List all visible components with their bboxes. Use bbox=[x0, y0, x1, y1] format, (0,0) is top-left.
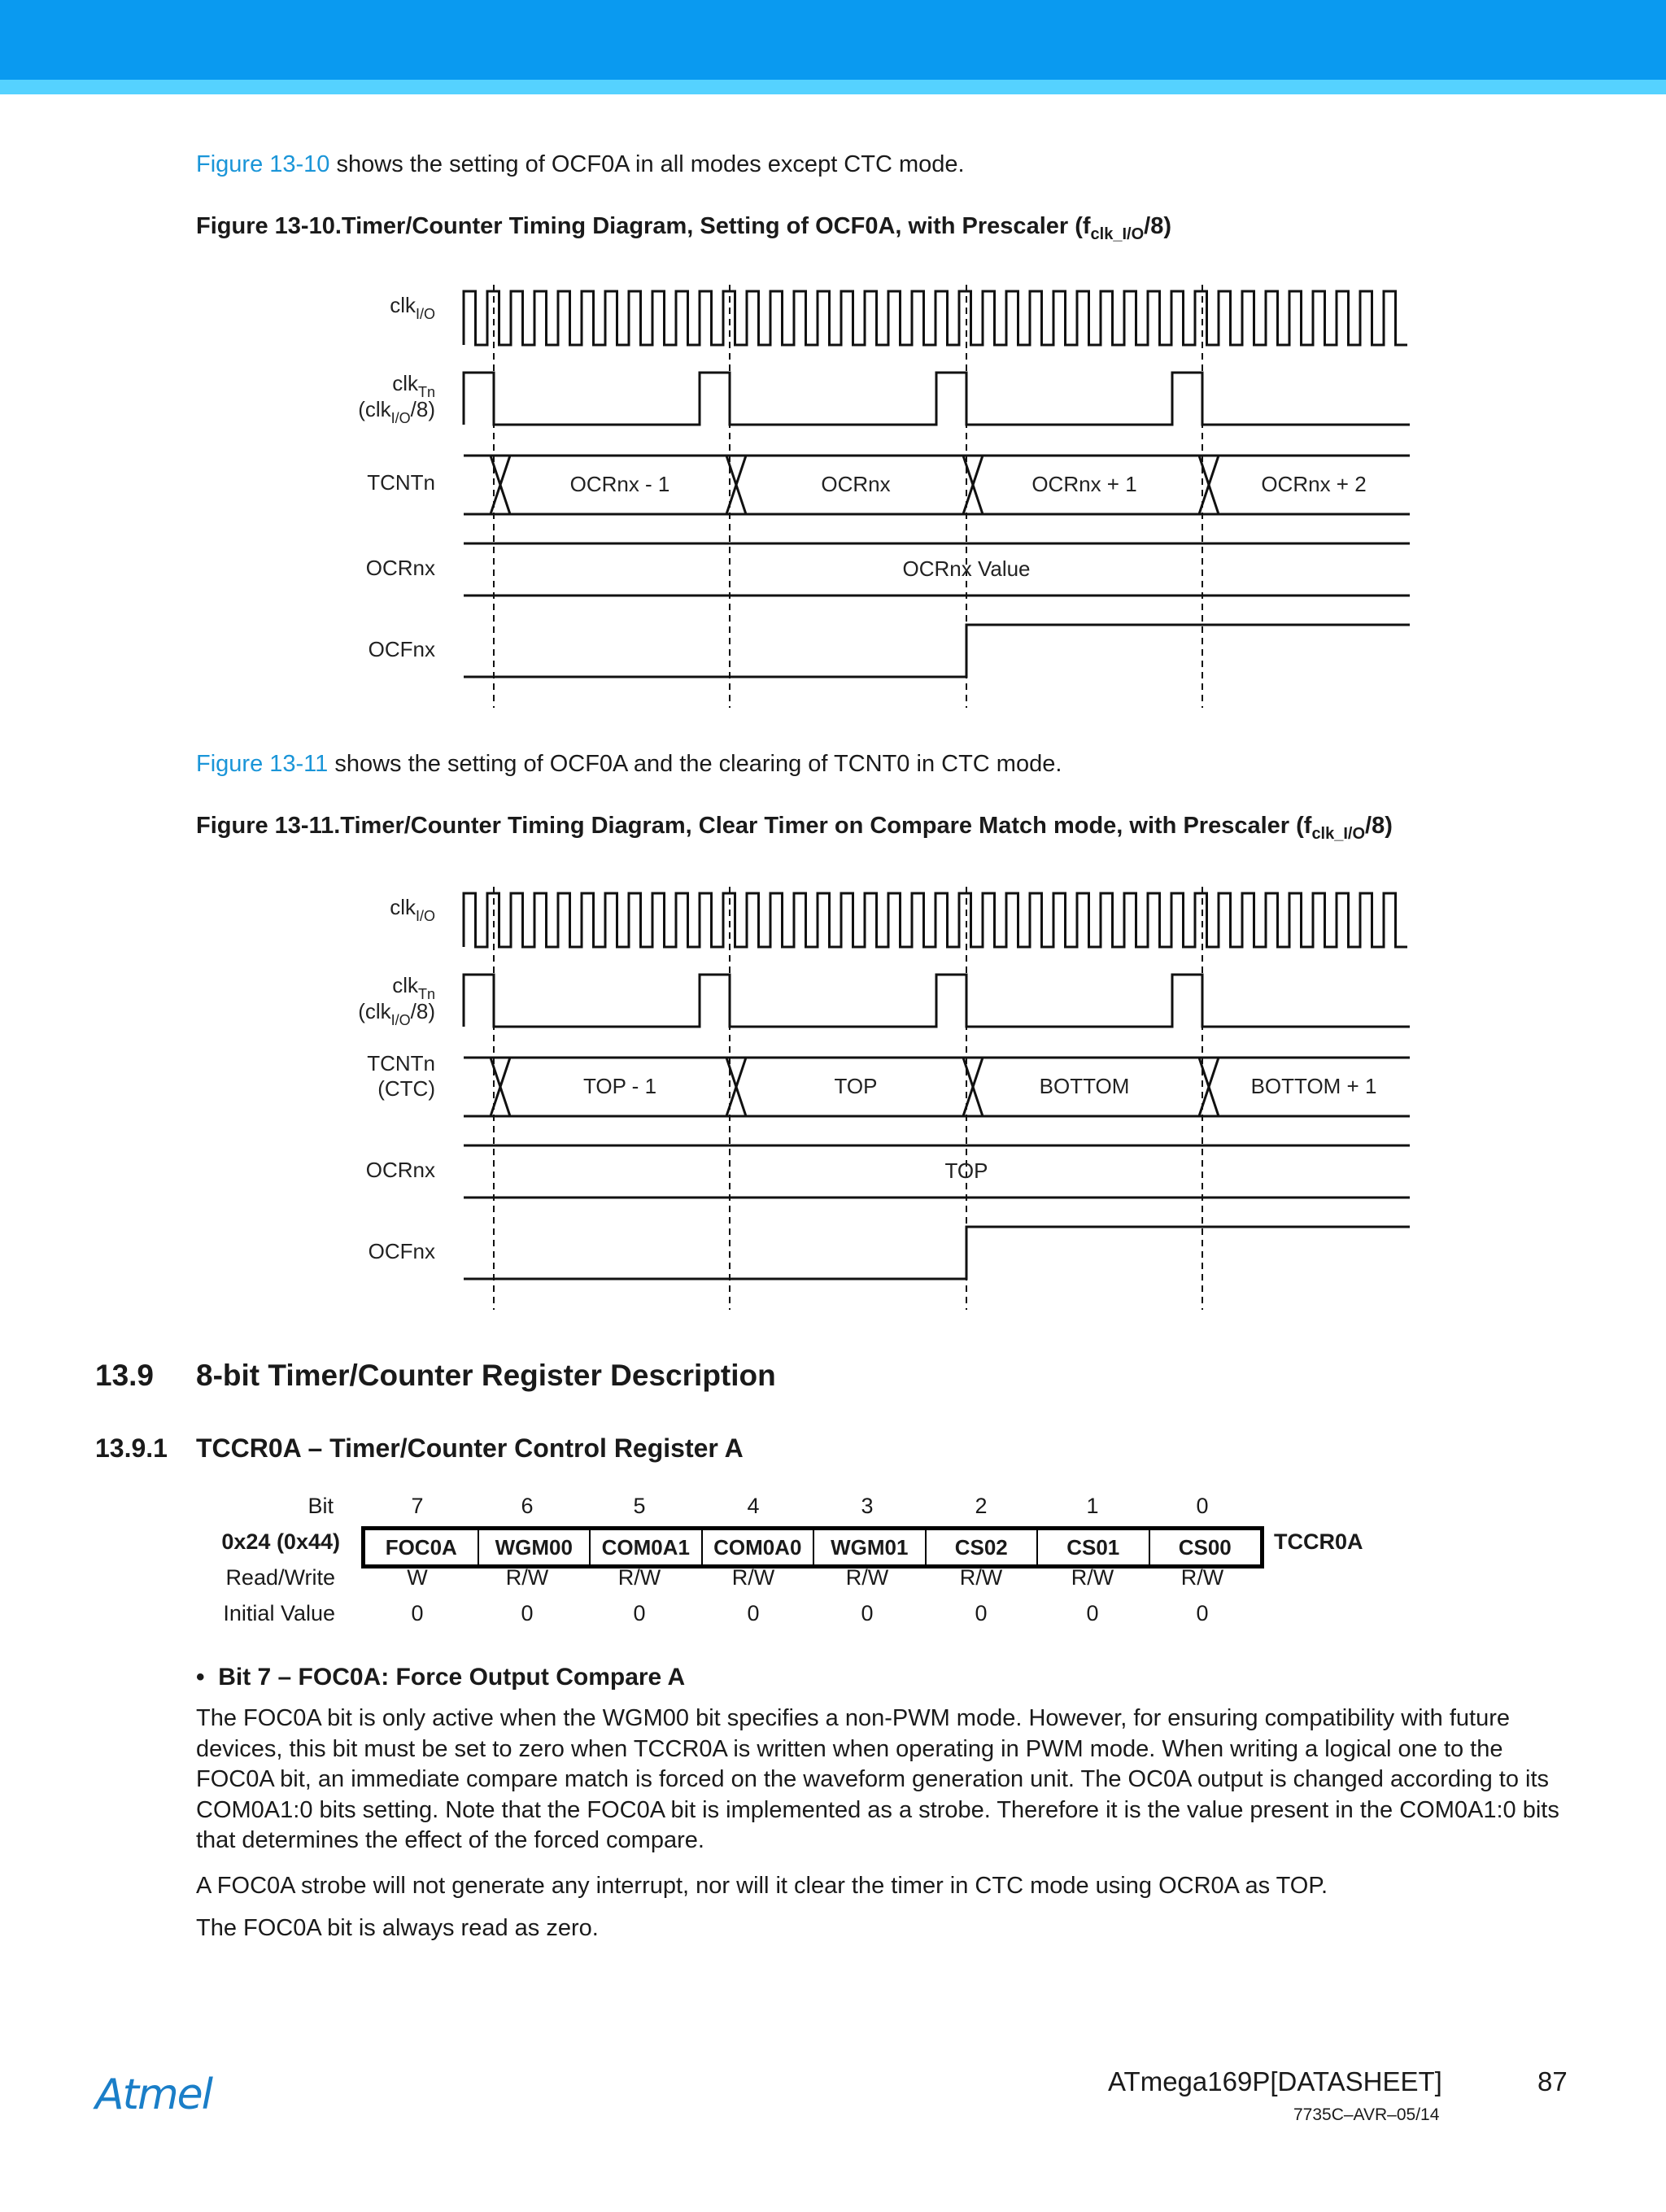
clk-io-wave bbox=[464, 893, 1407, 947]
clk-io-wave bbox=[464, 291, 1407, 345]
register-bit-3: 4 bbox=[747, 1494, 760, 1518]
label-tcnt-ctc: (CTC) bbox=[377, 1076, 435, 1101]
register-init-label: Initial Value bbox=[223, 1601, 335, 1625]
header-bar-accent bbox=[0, 80, 1666, 94]
register-bit-6: 1 bbox=[1086, 1494, 1099, 1518]
bullet-icon: • bbox=[196, 1664, 205, 1691]
tcnt-value-0: TOP - 1 bbox=[582, 1074, 657, 1098]
register-bit-1: 6 bbox=[521, 1494, 534, 1518]
figure-13-10-caption: Figure 13-10.Timer/Counter Timing Diagram, Setting of OCF0A, with Prescaler $(f_{clk\_I/O}/8)$ bbox=[196, 213, 1171, 243]
header-bar bbox=[0, 0, 1666, 80]
label-ocrnx: OCRnx bbox=[365, 1158, 435, 1182]
atmel-logo: Atmel bbox=[95, 2070, 212, 2119]
label-clk-tn: clk$_{Tn}$ bbox=[392, 973, 435, 1002]
register-bit-2: 5 bbox=[633, 1494, 646, 1518]
bullet-heading: • Bit 7 – FOC0A: Force Output Compare A bbox=[196, 1664, 686, 1691]
body-paragraph-2: A FOC0A strobe will not generate any interrupt, nor will it clear the timer in CTC mode using OCR0A as TOP. bbox=[196, 1873, 1328, 1899]
register-field-foc0a: FOC0A bbox=[385, 1535, 457, 1560]
register-bit-0: 7 bbox=[411, 1494, 424, 1518]
register-field-com0a1: COM0A1 bbox=[589, 1530, 701, 1564]
tcnt-value-2: OCRnx + 1 bbox=[1031, 472, 1137, 496]
register-field-com0a0: COM0A0 bbox=[701, 1530, 813, 1564]
body-paragraph-3: The FOC0A bit is always read as zero. bbox=[196, 1915, 599, 1941]
ocrnx-value: TOP bbox=[944, 1158, 988, 1183]
register-rw-6: R/W bbox=[1071, 1565, 1114, 1590]
label-clk-io: clk$_{I/O}$ bbox=[390, 293, 435, 322]
register-rw-1: R/W bbox=[505, 1565, 549, 1590]
register-init-6: 0 bbox=[1086, 1601, 1099, 1625]
label-tcnt: TCNTn bbox=[367, 470, 435, 495]
register-address: 0x24 (0x44) bbox=[221, 1529, 340, 1554]
register-rw-3: R/W bbox=[731, 1565, 775, 1590]
register-rw-2: R/W bbox=[617, 1565, 661, 1590]
clk-tn-wave bbox=[464, 373, 1410, 425]
register-bit-7: 0 bbox=[1196, 1494, 1209, 1518]
register-field-cs02: CS02 bbox=[925, 1530, 1037, 1564]
body-paragraph-1: The FOC0A bit is only active when the WGM00 bit specifies a non-PWM mode. However, for ensuring compatibility with future devices, this bit must be set to zero when TCCR0A is written when operating in PWM mode. When writing a logical one to the FOC0A bit, an immediate compare match is forced on the waveform generation unit. The OC0A output is changed according to its COM0A1:0 bits setting. Note that the FOC0A bit is implemented as a strobe. Therefore it is the value present in the COM0A1:0 bits that determines the effect of the forced compare. bbox=[196, 1705, 1559, 1853]
register-bit-5: 2 bbox=[975, 1494, 988, 1518]
footer-doc-number: 7735C–AVR–05/14 bbox=[1293, 2105, 1440, 2124]
register-field-wgm00: WGM00 bbox=[478, 1530, 590, 1564]
register-name: TCCR0A bbox=[1274, 1529, 1363, 1554]
register-init-5: 0 bbox=[975, 1601, 988, 1625]
page-number: 87 bbox=[1537, 2066, 1568, 2096]
tcnt-value-3: BOTTOM + 1 bbox=[1250, 1074, 1377, 1098]
subsection-heading: 13.9.1 TCCR0A – Timer/Counter Control Register A bbox=[95, 1433, 744, 1463]
section-heading: 13.9 8-bit Timer/Counter Register Description bbox=[95, 1359, 776, 1392]
tcnt-value-3: OCRnx + 2 bbox=[1261, 472, 1367, 496]
register-bit-label: Bit bbox=[307, 1494, 334, 1518]
tcnt-value-1: TOP bbox=[834, 1074, 878, 1098]
register-init-7: 0 bbox=[1196, 1601, 1209, 1625]
clk-tn-wave bbox=[464, 975, 1410, 1027]
label-clk-tn-div8: (clk$_{I/O}$/8) bbox=[358, 397, 435, 426]
label-clk-tn: clk$_{Tn}$ bbox=[392, 371, 435, 400]
label-ocfnx: OCFnx bbox=[368, 1239, 435, 1263]
register-rw-label: Read/Write bbox=[225, 1565, 335, 1590]
register-init-2: 0 bbox=[633, 1601, 646, 1625]
footer-title: ATmega169P[DATASHEET] bbox=[1108, 2066, 1442, 2096]
register-init-4: 0 bbox=[861, 1601, 874, 1625]
tcnt-value-2: BOTTOM bbox=[1039, 1074, 1130, 1098]
register-field-wgm01: WGM01 bbox=[813, 1530, 925, 1564]
register-field-cs01: CS01 bbox=[1036, 1530, 1149, 1564]
label-clk-tn-div8: (clk$_{I/O}$/8) bbox=[358, 999, 435, 1028]
register-rw-5: R/W bbox=[959, 1565, 1003, 1590]
timing-diagram-13-10 bbox=[0, 277, 1666, 716]
label-ocrnx: OCRnx bbox=[365, 556, 435, 580]
register-init-0: 0 bbox=[411, 1601, 424, 1625]
figure-13-10-link[interactable]: Figure 13-10 bbox=[196, 151, 330, 177]
ocrnx-value: OCRnx Value bbox=[902, 556, 1031, 581]
ocfnx-wave bbox=[464, 1227, 1410, 1279]
tcnt-value-0: OCRnx - 1 bbox=[569, 472, 670, 496]
register-field-cs00: CS00 bbox=[1149, 1530, 1261, 1564]
register-fields bbox=[361, 1526, 1264, 1568]
tcnt-value-1: OCRnx bbox=[821, 472, 891, 496]
label-ocfnx: OCFnx bbox=[368, 637, 435, 661]
label-tcnt: TCNTn bbox=[367, 1051, 435, 1075]
register-rw-7: R/W bbox=[1180, 1565, 1224, 1590]
register-rw-0: W bbox=[407, 1565, 428, 1590]
register-rw-4: R/W bbox=[845, 1565, 889, 1590]
ocfnx-wave bbox=[464, 625, 1410, 677]
register-init-1: 0 bbox=[521, 1601, 534, 1625]
register-init-3: 0 bbox=[747, 1601, 760, 1625]
intro-paragraph-1: Figure 13-10 shows the setting of OCF0A in all modes except CTC mode. bbox=[196, 151, 965, 177]
figure-13-11-link[interactable]: Figure 13-11 bbox=[196, 751, 329, 777]
intro-paragraph-2: Figure 13-11 shows the setting of OCF0A and the clearing of TCNT0 in CTC mode. bbox=[196, 751, 1062, 777]
register-bit-4: 3 bbox=[861, 1494, 874, 1518]
figure-13-11-caption: Figure 13-11.Timer/Counter Timing Diagram, Clear Timer on Compare Match mode, with Prescaler $(f_{clk\_I/O}/8)$ bbox=[196, 813, 1393, 843]
label-clk-io: clk$_{I/O}$ bbox=[390, 895, 435, 924]
timing-diagram-13-11 bbox=[0, 879, 1666, 1318]
